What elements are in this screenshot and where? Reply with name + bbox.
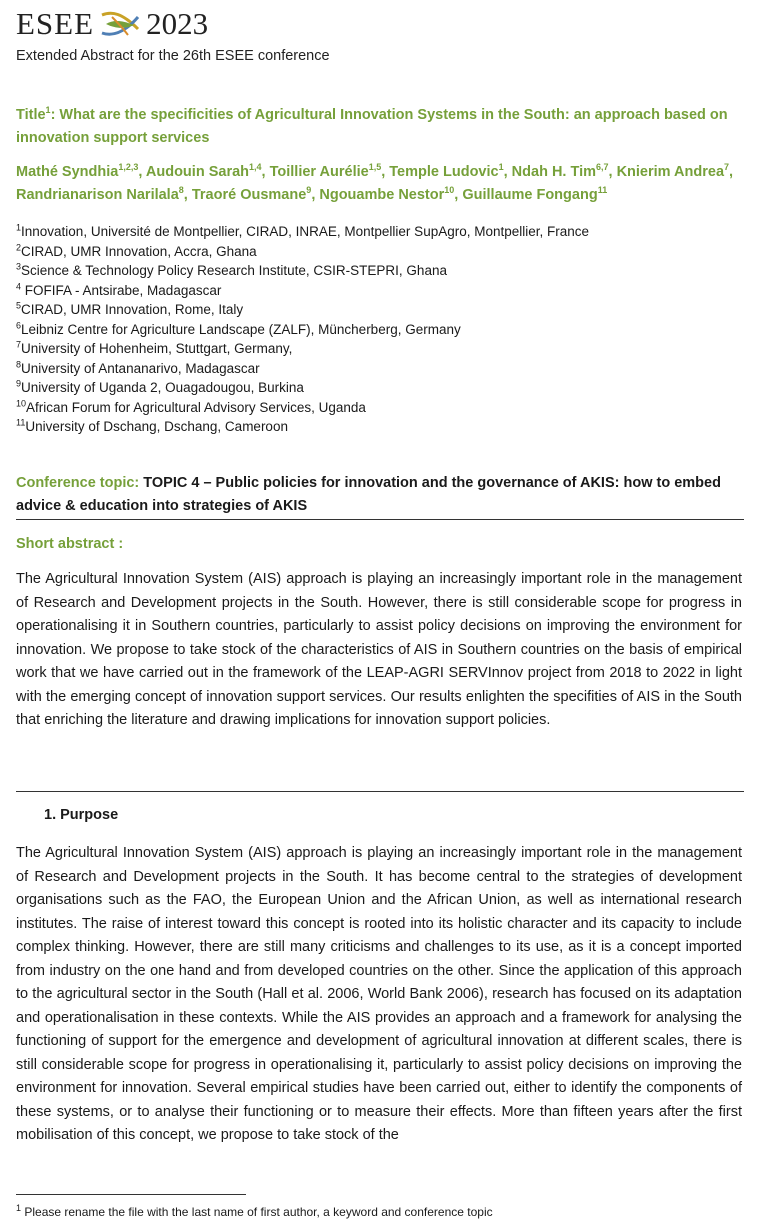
author-affiliation-mark: 1,2,3	[118, 162, 139, 173]
author-affiliation-mark: 9	[306, 185, 312, 196]
author-affiliation-mark: 1,4	[249, 162, 262, 173]
affiliation-item	[16, 222, 756, 242]
author	[617, 164, 729, 180]
affiliation-text: CIRAD, UMR Innovation, Rome, Italy	[21, 302, 244, 317]
footnote-divider	[16, 1194, 246, 1195]
affiliation-text: Science & Technology Policy Research Institute, CSIR-STEPRI, Ghana	[21, 263, 447, 278]
affiliation-text: Innovation, Université de Montpellier, CIRAD, INRAE, Montpellier SupAgro, Montpellier, France	[21, 224, 590, 239]
author-name: Toillier Aurélie	[269, 164, 369, 180]
affiliation-number: 6	[16, 320, 22, 330]
paper-title	[16, 104, 756, 150]
section-divider	[16, 791, 744, 792]
esee-leaf-logo-icon	[98, 9, 142, 39]
footnote-mark: 1	[16, 1203, 22, 1213]
author-name: Temple Ludovic	[389, 164, 499, 180]
affiliation-item	[16, 281, 756, 301]
affiliation-text: University of Antananarivo, Madagascar	[21, 360, 260, 376]
affiliation-text: CIRAD, UMR Innovation, Accra, Ghana	[21, 243, 257, 259]
affiliation-list	[16, 222, 756, 437]
affiliation-number: 11	[16, 417, 26, 428]
title-text: : What are the specificities of Agricultural Innovation Systems in the South: an approach based on innovation support services	[16, 107, 728, 146]
author-name: Knierim Andrea	[616, 164, 725, 180]
conference-year: 2023	[146, 6, 209, 41]
conference-topic	[16, 472, 756, 518]
brand-name: ESEE	[16, 6, 95, 41]
affiliation-number: 9	[16, 378, 22, 389]
author	[16, 164, 138, 180]
affiliation-text: University of Dschang, Dschang, Cameroon	[25, 419, 288, 434]
author-affiliation-mark: 11	[597, 185, 608, 196]
author	[192, 187, 311, 203]
author	[319, 187, 454, 203]
author	[16, 187, 184, 203]
purpose-text: The Agricultural Innovation System (AIS) approach is playing an increasingly important role in the management of Research and Development projects in the South. It has become central to the strategies of development organisations such as the FAO, the European Union and the African Union, as well as international research institutes. The raise of interest toward this concept is rooted into its holistic character and its capacity to include complex thinking. However, there are still many criticisms and challenges to its use, as it is a concept imported from industry on the one hand and from developed countries on the other. Since the application of this approach to the agricultural sector in the South (Hall et al. 2006, World Bank 2006), research has focused on its adaptation and operationalisation in these contexts. While the AIS provides an approach and a framework for analysing the functioning of support for the emergence and development of agricultural innovation at different scales, there is still considerable scope for progress in operationalising it, particularly to assist policy decisions on improving the environment for innovation. Several empirical studies have been carried out, either to identify the components of these systems, or to analyse their functioning or to measure their effects. More than fifteen years after the first mobilisation of this concept, we propose to take stock of the	[16, 845, 742, 1143]
footnote-text: Please rename the file with the last name of first author, a keyword and conference topic	[21, 1205, 493, 1219]
conference-header	[16, 6, 208, 42]
author-name: Randrianarison Narilala	[16, 187, 179, 203]
affiliation-item	[16, 378, 756, 398]
affiliation-number: 5	[16, 300, 22, 311]
affiliation-item	[16, 339, 756, 359]
affiliation-item	[16, 320, 756, 340]
section-divider	[16, 519, 744, 520]
purpose-heading: 1. Purpose	[44, 807, 119, 823]
title-footnote-mark[interactable]: 1	[45, 105, 51, 116]
topic-text: TOPIC 4 – Public policies for innovation and the governance of AKIS: how to embed advice & education into strategies of AKIS	[16, 475, 721, 514]
footnote	[16, 1205, 493, 1219]
author-affiliation-mark: 8	[178, 185, 184, 196]
author-affiliation-mark: 1,5	[368, 162, 382, 173]
affiliation-item	[16, 417, 756, 437]
short-abstract-heading: Short abstract :	[16, 536, 124, 552]
author	[389, 164, 503, 180]
author-name: Traoré Ousmane	[191, 187, 307, 203]
author-affiliation-mark: 1	[498, 162, 504, 173]
affiliation-number: 10	[16, 398, 27, 408]
affiliation-item	[16, 261, 756, 281]
title-label: Title	[16, 107, 46, 123]
affiliation-number: 3	[16, 261, 22, 272]
affiliation-number: 2	[16, 242, 22, 252]
author-affiliation-mark: 7	[724, 162, 730, 173]
author-affiliation-mark: 10	[444, 185, 455, 196]
author	[462, 187, 607, 203]
author-name: Mathé Syndhia	[16, 164, 119, 180]
author-name: Ndah H. Tim	[511, 164, 596, 180]
author	[146, 164, 262, 180]
short-abstract-text: The Agricultural Innovation System (AIS) approach is playing an increasingly important role in the management of Research and Development projects in the South. However, there is still considerable scope for progress in operationalising it in Southern countries, particularly to assist policy decisions on improving the environment for innovation. We propose to take stock of the characteristics of AIS in Southern countries on the basis of empirical work that we have carried out in the framework of the LEAP-AGRI SERVInnov project from 2018 to 2022 in light with the emerging concept of innovation support services. Our results enlighten the specifities of AIS in the South that enriching the literature and drawing implications for innovation support policies.	[16, 571, 742, 728]
author-name: Audouin Sarah	[145, 164, 250, 180]
header-subtitle: Extended Abstract for the 26th ESEE conference	[16, 48, 330, 64]
affiliation-item	[16, 398, 756, 418]
affiliation-text: African Forum for Agricultural Advisory Services, Uganda	[26, 399, 366, 415]
affiliation-item	[16, 242, 756, 262]
author	[512, 164, 609, 180]
affiliation-item	[16, 359, 756, 379]
topic-label: Conference topic:	[16, 475, 144, 491]
affiliation-item	[16, 300, 756, 320]
affiliation-number: 8	[16, 359, 22, 369]
author-name: Ngouambe Nestor	[319, 187, 445, 203]
author-list: Mathé Syndhia$^{1,2,3}$, Audouin Sarah$^{1,4}$, Toillier Aurélie$^{1,5}$, Temple Ludovic$^1$, Ndah H. Tim$^{6,7}$, Knierim Andrea$^7$, Randrianarison Narilala$^8$, Traoré Ousmane$^9$, Ngouambe Nestor$^{10}$, Guillaume Fongang$^{11}$	[16, 162, 734, 203]
affiliation-number: 1	[16, 222, 22, 233]
affiliation-text: Leibniz Centre for Agriculture Landscape (ZALF), Müncherberg, Germany	[21, 321, 461, 337]
author-affiliation-mark: 6,7	[596, 162, 609, 173]
affiliation-text: University of Hohenheim, Stuttgart, Germany,	[21, 341, 293, 356]
author-name: Guillaume Fongang	[462, 187, 598, 203]
affiliation-text: University of Uganda 2, Ouagadougou, Burkina	[21, 380, 304, 395]
affiliation-number: 7	[16, 339, 22, 350]
author	[270, 164, 382, 180]
affiliation-number: 4	[16, 281, 22, 291]
affiliation-text: FOFIFA - Antsirabe, Madagascar	[21, 282, 222, 298]
